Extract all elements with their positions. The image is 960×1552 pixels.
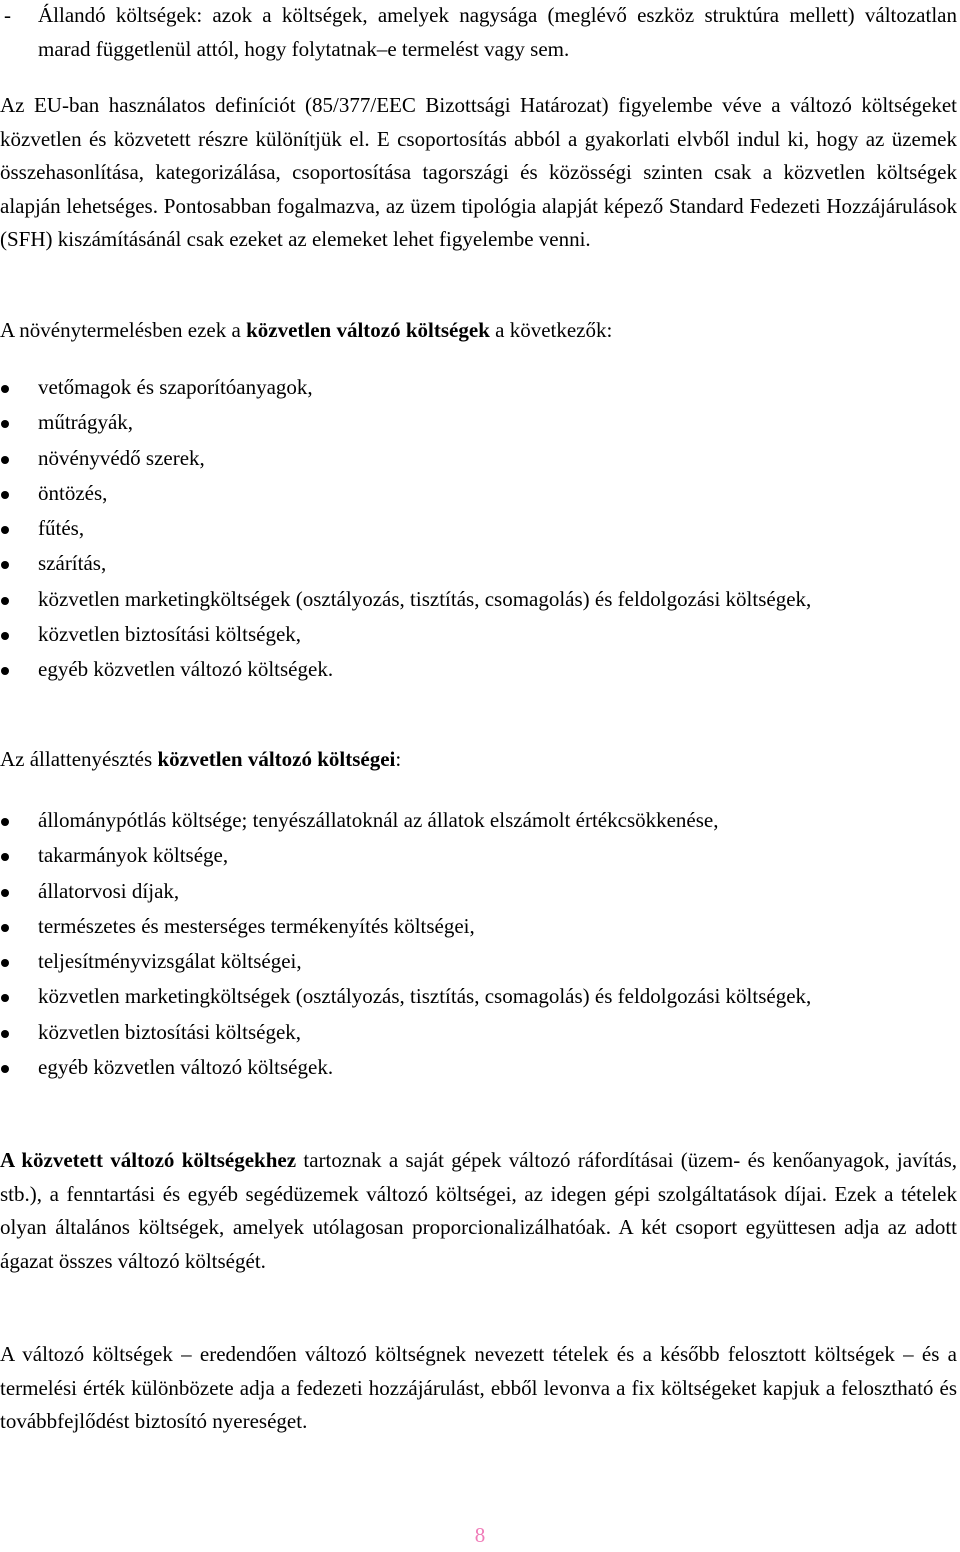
- page-number: 8: [474, 1523, 486, 1547]
- paragraph-indirect-costs: A közvetett változó költségekhez tartoznak a saját gépek változó ráfordításai (üzem- és kenőanyagok, javítás, stb.), a fenntartási és egyéb segédüzemek változó költségei, az idegen gépi szolgáltatások díjai. Ezek a tételek olyan általános költségek, amelyek utólagosan proporcionalizálhatóak. A két csoport együttesen adja az adott ágazat összes változó költségét.: [0, 1148, 957, 1273]
- crop-cost-item: egyéb közvetlen változó költségek.: [0, 653, 957, 687]
- crop-cost-item: növényvédő szerek,: [0, 442, 957, 476]
- fixed-costs-text: Állandó költségek: azok a költségek, amelyek nagysága (meglévő eszköz struktúra mellett) változatlan marad függetlenül attól, hogy folytatnak–e termelést vagy sem.: [38, 3, 957, 61]
- crop-cost-item: szárítás,: [0, 547, 957, 581]
- animal-cost-item: közvetlen biztosítási költségek,: [0, 1016, 957, 1050]
- crop-cost-item: közvetlen marketingköltségek (osztályozás, tisztítás, csomagolás) és feldolgozási költségek,: [0, 583, 957, 617]
- crop-costs-lead: A növénytermelésben ezek a közvetlen változó költségek a következők:: [0, 318, 613, 342]
- animal-costs-lead: Az állattenyésztés közvetlen változó költségei:: [0, 747, 402, 771]
- animal-cost-item: állatorvosi díjak,: [0, 875, 957, 909]
- dash-marker: -: [4, 3, 11, 27]
- indirect-costs-bold: A közvetett változó költségekhez: [0, 1148, 297, 1172]
- fixed-costs-item: [0, 0, 957, 66]
- animal-cost-item: természetes és mesterséges termékenyítés költségei,: [0, 910, 957, 944]
- animal-costs-list: [0, 804, 957, 1086]
- crop-cost-item: vetőmagok és szaporítóanyagok,: [0, 371, 957, 405]
- crop-cost-item: öntözés,: [0, 477, 957, 511]
- animal-costs-lead-bold: közvetlen változó költségei: [157, 747, 396, 771]
- crop-costs-lead-bold: közvetlen változó költségek: [246, 318, 490, 342]
- crop-costs-list: [0, 371, 957, 689]
- animal-cost-item: takarmányok költsége,: [0, 839, 957, 873]
- paragraph-eu-definition: Az EU-ban használatos definíciót (85/377/EEC Bizottsági Határozat) figyelembe véve a változó költségeket közvetlen és közvetett részre különítjük el. E csoportosítás abból a gyakorlati elvből indul ki, hogy az üzemek összehasonlítása, kategorizálása, csoportosítása tagországi és közösségi szinten csak a közvetlen költségek alapján lehetséges. Pontosabban fogalmazva, az üzem tipológia alapját képező Standard Fedezeti Hozzájárulások (SFH) kiszámításánál csak ezeket az elemeket lehet figyelembe venni.: [0, 93, 957, 251]
- animal-cost-item: közvetlen marketingköltségek (osztályozás, tisztítás, csomagolás) és feldolgozási költségek,: [0, 980, 957, 1014]
- crop-cost-item: közvetlen biztosítási költségek,: [0, 618, 957, 652]
- crop-cost-item: fűtés,: [0, 512, 957, 546]
- crop-cost-item: műtrágyák,: [0, 406, 957, 440]
- animal-cost-item: állománypótlás költsége; tenyészállatoknál az állatok elszámolt értékcsökkenése,: [0, 804, 957, 838]
- paragraph-contribution-margin: A változó költségek – eredendően változó költségnek nevezett tételek és a később felosztott költségek – és a termelési érték különbözete adja a fedezeti hozzájárulást, ebből levonva a fix költségeket kapjuk a felosztható és továbbfejlődést biztosító nyereséget.: [0, 1342, 957, 1433]
- animal-cost-item: egyéb közvetlen változó költségek.: [0, 1051, 957, 1085]
- animal-cost-item: teljesítményvizsgálat költségei,: [0, 945, 957, 979]
